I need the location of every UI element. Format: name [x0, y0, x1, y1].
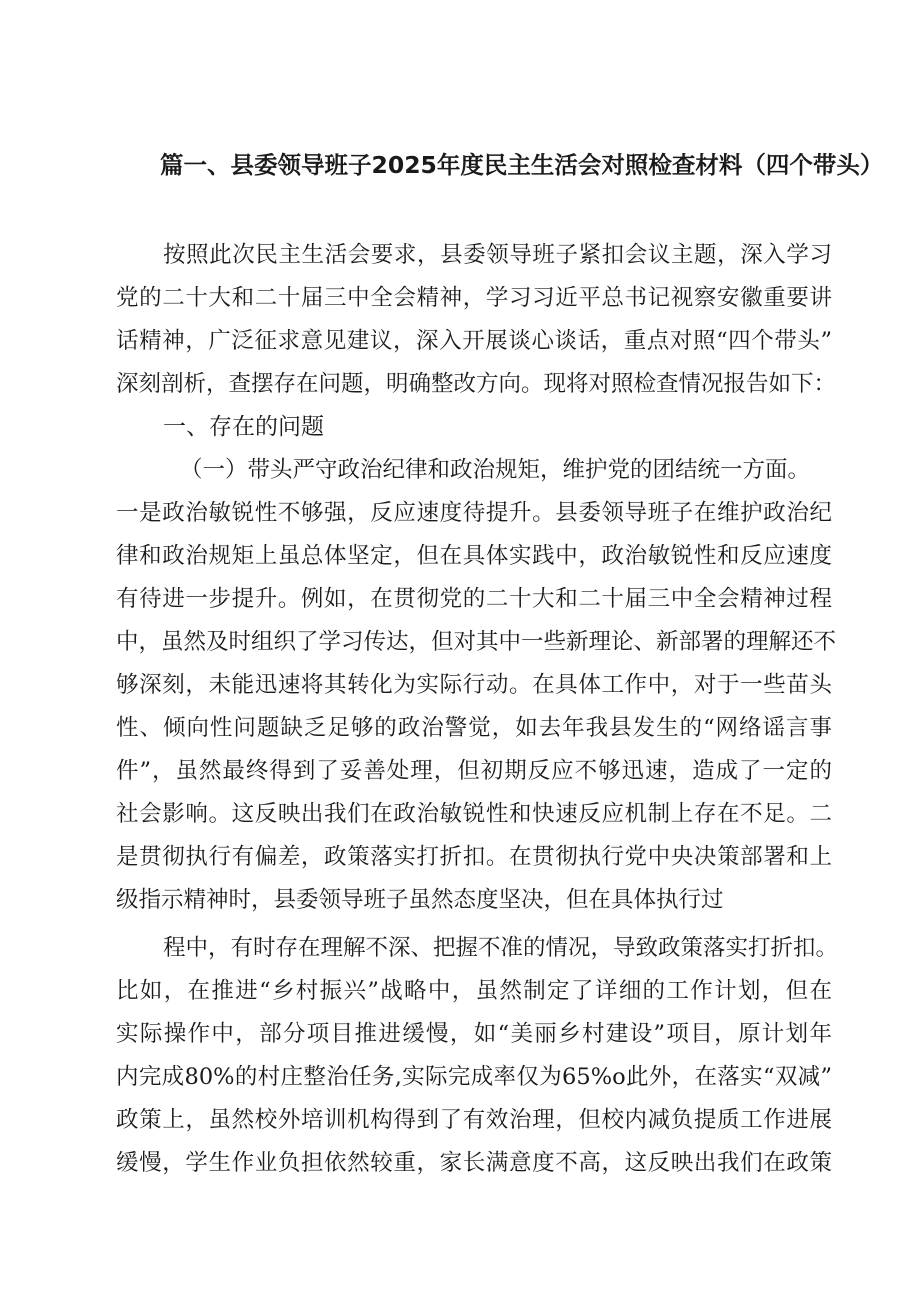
paragraph-line: 内完成80%的村庄整治任务,实际完成率仅为65%o此外，在落实“双减”	[116, 1064, 832, 1090]
document-title: 篇一、县委领导班子2025年度民主生活会对照检查材料（四个带头）	[160, 151, 884, 179]
paragraph-line: 是贯彻执行有偏差，政策落实打折扣。在贯彻执行党中央决策部署和上	[116, 844, 832, 870]
paragraph-line: 党的二十大和二十届三中全会精神，学习习近平总书记视察安徽重要讲	[116, 285, 832, 311]
paragraph-line: 实际操作中，部分项目推进缓慢，如“美丽乡村建设”项目，原计划年	[116, 1021, 832, 1047]
paragraph-line: 中，虽然及时组织了学习传达，但对其中一些新理论、新部署的理解还不	[116, 629, 837, 655]
section-heading: 一、存在的问题	[163, 414, 324, 440]
paragraph-line: 社会影响。这反映出我们在政治敏锐性和快速反应机制上存在不足。二	[116, 801, 832, 827]
paragraph-line: 件”，虽然最终得到了妥善处理，但初期反应不够迅速，造成了一定的	[116, 758, 832, 784]
paragraph-line: 级指示精神时，县委领导班子虽然态度坚决，但在具体执行过	[116, 887, 724, 913]
paragraph-line: 话精神，广泛征求意见建议，深入开展谈心谈话，重点对照“四个带头”	[116, 328, 832, 354]
paragraph-line: 性、倾向性问题缺乏足够的政治警觉，如去年我县发生的“网络谣言事	[116, 715, 832, 741]
paragraph-line: 政策上，虽然校外培训机构得到了有效治理，但校内减负提质工作进展	[116, 1107, 832, 1133]
paragraph-line: 缓慢，学生作业负担依然较重，家长满意度不高，这反映出我们在政策	[116, 1150, 832, 1176]
subsection-heading: （一）带头严守政治纪律和政治规矩，维护党的团结统一方面。	[180, 457, 811, 483]
paragraph-line: 够深刻，未能迅速将其转化为实际行动。在具体工作中，对于一些苗头	[116, 672, 832, 698]
paragraph-line: 按照此次民主生活会要求，县委领导班子紧扣会议主题，深入学习	[163, 242, 832, 268]
paragraph-line: 律和政治规矩上虽总体坚定，但在具体实践中，政治敏锐性和反应速度	[116, 543, 832, 569]
paragraph-line: 程中，有时存在理解不深、把握不准的情况，导致政策落实打折扣。	[163, 935, 839, 961]
paragraph-line: 有待进一步提升。例如，在贯彻党的二十大和二十届三中全会精神过程	[116, 586, 832, 612]
paragraph-line: 一是政治敏锐性不够强，反应速度待提升。县委领导班子在维护政治纪	[116, 500, 832, 526]
paragraph-line: 深刻剖析，查摆存在问题，明确整改方向。现将对照检查情况报告如下：	[116, 371, 837, 397]
paragraph-line: 比如，在推进“乡村振兴”战略中，虽然制定了详细的工作计划，但在	[116, 978, 832, 1004]
